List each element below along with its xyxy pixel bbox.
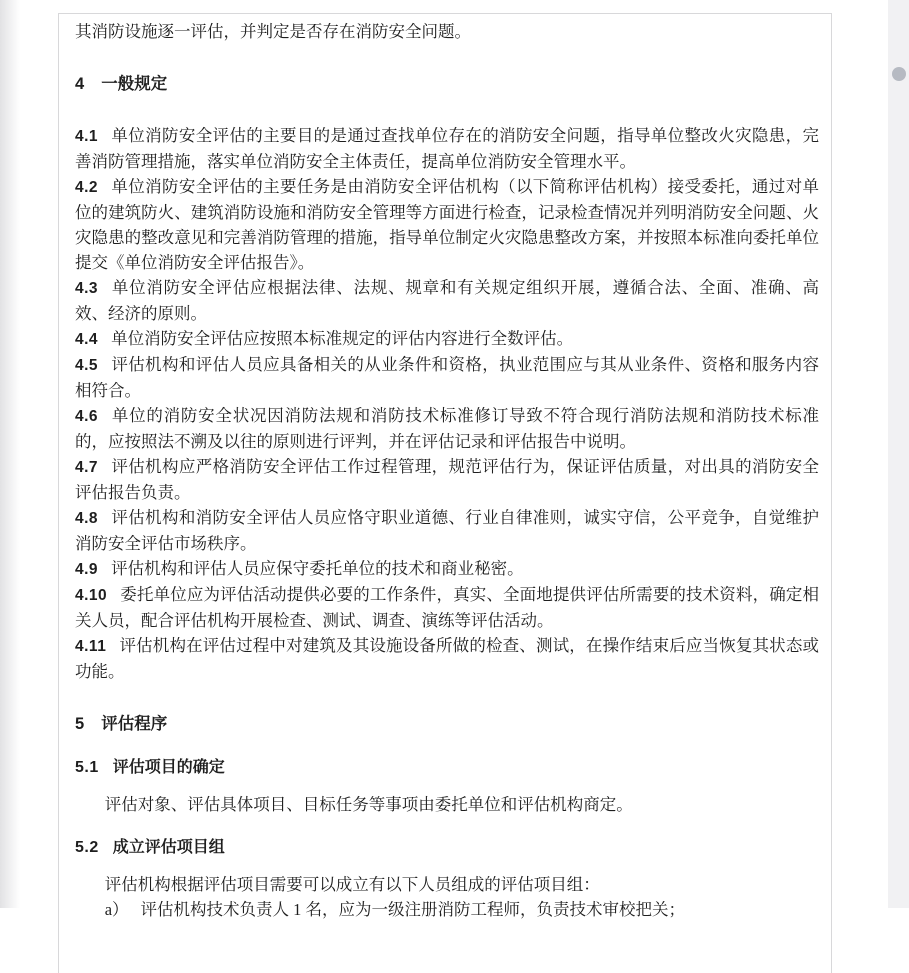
clause-number: 4.2 xyxy=(75,179,99,196)
clause-4-4 xyxy=(75,326,819,352)
list-item-a xyxy=(75,897,819,922)
clause-number: 4.11 xyxy=(75,638,107,655)
clause-4-7 xyxy=(75,454,819,505)
section-5-heading xyxy=(75,712,819,737)
section-4-heading xyxy=(75,72,819,97)
right-panel xyxy=(888,0,909,908)
section-4-number: 4 xyxy=(75,75,85,93)
clause-text: 单位消防安全评估的主要任务是由消防安全评估机构（以下简称评估机构）接受委托，通过对单位的建筑防火、建筑消防设施和消防安全管理等方面进行检查，记录检查情况并列明消防安全问题、火灾隐患的整改意见和完善消防管理的措施，指导单位制定火灾隐患整改方案，并按照本标准向委托单位提交《单位消防安全评估报告》。 xyxy=(75,177,819,272)
section-5-title: 评估程序 xyxy=(101,715,168,733)
clause-number: 4.5 xyxy=(75,357,99,374)
section-4-title: 一般规定 xyxy=(101,75,168,93)
clause-text: 单位消防安全评估应按照本标准规定的评估内容进行全数评估。 xyxy=(111,329,574,348)
section-5-number: 5 xyxy=(75,715,85,733)
paragraph-5-2: 评估机构根据评估项目需要可以成立有以下人员组成的评估项目组： xyxy=(104,875,600,894)
clause-number: 4.4 xyxy=(75,331,99,348)
clause-text: 评估机构和消防安全评估人员应恪守职业道德、行业自律准则，诚实守信，公平竞争，自觉维护消防安全评估市场秩序。 xyxy=(75,508,819,553)
subsection-5-2-heading xyxy=(75,835,819,860)
subsection-5-1-number: 5.1 xyxy=(75,759,99,776)
clause-number: 4.9 xyxy=(75,561,99,578)
clause-number: 4.1 xyxy=(75,128,99,145)
subsection-5-2-number: 5.2 xyxy=(75,839,99,856)
list-item-a-marker: a） xyxy=(104,900,129,919)
list-item-a-text: 评估机构技术负责人 1 名，应为一级注册消防工程师，负责技术审校把关； xyxy=(140,900,686,919)
subsection-5-1-title: 评估项目的确定 xyxy=(112,759,225,776)
clause-4-6 xyxy=(75,403,819,454)
subsection-5-1-heading xyxy=(75,755,819,780)
clause-4-2 xyxy=(75,174,819,275)
clause-number: 4.10 xyxy=(75,587,108,604)
clause-4-5 xyxy=(75,352,819,403)
clause-number: 4.8 xyxy=(75,510,99,527)
paragraph-continuation: 其消防设施逐一评估，并判定是否存在消防安全问题。 xyxy=(75,22,471,41)
scroll-indicator-dot[interactable] xyxy=(892,67,906,81)
clause-4-10 xyxy=(75,582,819,633)
clause-text: 单位消防安全评估应根据法律、法规、规章和有关规定组织开展，遵循合法、全面、准确、高效、经济的原则。 xyxy=(75,278,819,323)
document-page xyxy=(58,13,832,973)
clause-4-9 xyxy=(75,556,819,582)
clause-text: 委托单位应为评估活动提供必要的工作条件，真实、全面地提供评估所需要的技术资料，确定相关人员，配合评估机构开展检查、测试、调查、演练等评估活动。 xyxy=(75,585,819,630)
clause-text: 评估机构在评估过程中对建筑及其设施设备所做的检查、测试，在操作结束后应当恢复其状态或功能。 xyxy=(75,636,819,681)
clause-4-3 xyxy=(75,275,819,326)
clause-4-1 xyxy=(75,123,819,174)
subsection-5-2-title: 成立评估项目组 xyxy=(112,839,225,856)
clause-text: 评估机构和评估人员应具备相关的从业条件和资格，执业范围应与其从业条件、资格和服务内容相符合。 xyxy=(75,355,819,400)
paragraph-5-1: 评估对象、评估具体项目、目标任务等事项由委托单位和评估机构商定。 xyxy=(104,795,633,814)
clause-text: 单位的消防安全状况因消防法规和消防技术标准修订导致不符合现行消防法规和消防技术标准的，应按照法不溯及以往的原则进行评判，并在评估记录和评估报告中说明。 xyxy=(75,406,819,451)
clause-number: 4.6 xyxy=(75,408,99,425)
clause-number: 4.7 xyxy=(75,459,99,476)
clause-4-8 xyxy=(75,505,819,556)
clause-text: 评估机构和评估人员应保守委托单位的技术和商业秘密。 xyxy=(111,559,524,578)
clause-text: 评估机构应严格消防安全评估工作过程管理，规范评估行为，保证评估质量，对出具的消防安全评估报告负责。 xyxy=(75,457,819,502)
clause-number: 4.3 xyxy=(75,280,99,297)
left-edge-shadow xyxy=(0,0,20,908)
clause-4-11 xyxy=(75,633,819,684)
clause-text: 单位消防安全评估的主要目的是通过查找单位存在的消防安全问题，指导单位整改火灾隐患，完善消防管理措施，落实单位消防安全主体责任，提高单位消防安全管理水平。 xyxy=(75,126,819,171)
